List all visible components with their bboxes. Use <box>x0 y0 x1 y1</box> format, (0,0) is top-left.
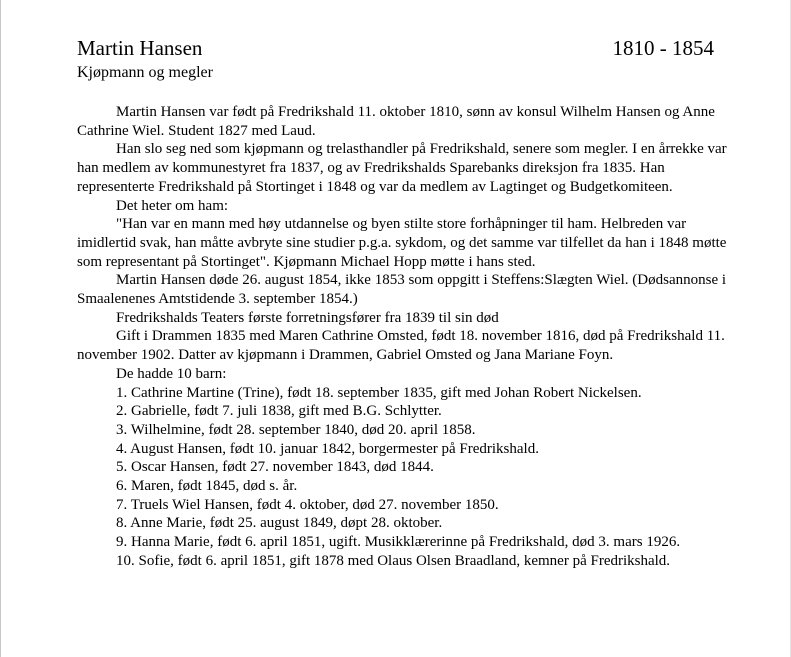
occupation-subtitle: Kjøpmann og megler <box>77 64 213 81</box>
child-list-item: 1. Cathrine Martine (Trine), født 18. september 1835, gift med Johan Robert Nickelsen. <box>116 384 642 401</box>
biography-paragraph: Fredrikshalds Teaters første forretningsfører fra 1839 til sin død <box>116 309 499 326</box>
biography-paragraph: Gift i Drammen 1835 med Maren Cathrine Omsted, født 18. november 1816, død på Fredrikshald 11. november 1902. Datter av kjøpmann i Drammen, Gabriel Omsted og Jana Mariane Foyn. <box>77 328 725 364</box>
child-list-item: 8. Anne Marie, født 25. august 1849, døpt 28. oktober. <box>116 515 443 532</box>
biography-paragraph: Han slo seg ned som kjøpmann og trelasthandler på Fredrikshald, senere som megler. I en årrekke var han medlem av kommunestyret fra 1837, og av Fredrikshalds Sparebanks direksjon fra 1835. Han representerte Fredrikshald på Stortinget i 1848 og var da medlem av Lagtinget og Budgetkomiteen. <box>77 141 727 195</box>
biography-body <box>77 103 727 571</box>
life-years-heading: 1810 - 1854 <box>612 36 714 60</box>
biography-paragraph: "Han var en mann med høy utdannelse og byen stilte store forhåpninger til ham. Helbreden var imidlertid svak, han måtte avbryte sine studier p.g.a. sykdom, og det samme var tilfellet da han i 1848 møtte som representant på Stortinget". Kjøpmann Michael Hopp møtte i hans sted. <box>77 216 727 270</box>
child-list-item: 4. August Hansen, født 10. januar 1842, borgermester på Fredrikshald. <box>116 440 539 457</box>
person-name-heading: Martin Hansen <box>77 36 203 60</box>
child-list-item: 2. Gabrielle, født 7. juli 1838, gift med B.G. Schlytter. <box>116 403 442 420</box>
children-list <box>77 384 727 571</box>
document-header <box>77 34 714 64</box>
child-list-item: 9. Hanna Marie, født 6. april 1851, ugift. Musikklærerinne på Fredrikshald, død 3. mars 1926. <box>116 534 681 551</box>
children-intro: De hadde 10 barn: <box>116 365 227 382</box>
child-list-item: 7. Truels Wiel Hansen, født 4. oktober, død 27. november 1850. <box>116 496 499 513</box>
child-list-item: 3. Wilhelmine, født 28. september 1840, død 20. april 1858. <box>116 421 476 438</box>
biography-paragraph: Martin Hansen var født på Fredrikshald 11. oktober 1810, sønn av konsul Wilhelm Hansen og Anne Cathrine Wiel. Student 1827 med Laud. <box>77 104 715 139</box>
child-list-item: 5. Oscar Hansen, født 27. november 1843, død 1844. <box>116 459 434 476</box>
child-list-item: 10. Sofie, født 6. april 1851, gift 1878 med Olaus Olsen Braadland, kemner på Fredrikshald. <box>116 552 671 569</box>
biography-paragraph: Det heter om ham: <box>116 197 229 214</box>
biography-paragraph: Martin Hansen døde 26. august 1854, ikke 1853 som oppgitt i Steffens:Slægten Wiel. (Dødsannonse i Smaalenenes Amtstidende 3. september 1854.) <box>77 272 727 308</box>
page-left-edge <box>0 0 1 657</box>
child-list-item: 6. Maren, født 1845, død s. år. <box>116 478 298 495</box>
